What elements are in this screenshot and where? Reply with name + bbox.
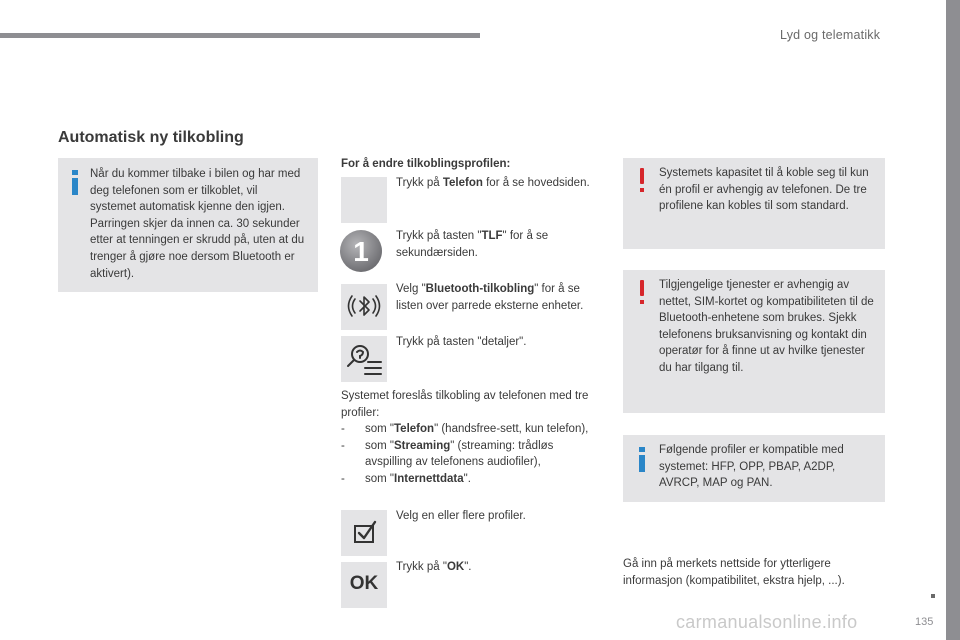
checkbox-icon (341, 510, 387, 556)
warning-box-profile-capacity (623, 158, 885, 249)
step-ok: Trykk på "OK". (396, 561, 472, 573)
info-text-compatible-profiles: Følgende profiler er kompatible med systemet: HFP, OPP, PBAP, A2DP, AVRCP, MAP og PAN. (659, 444, 844, 490)
step-bluetooth: Velg "Bluetooth-tilkobling" for å se listen over parrede eksterne enheter. (396, 283, 584, 312)
step-telefon: Trykk på Telefon for å se hovedsiden. (396, 177, 590, 189)
page-number: 135 (915, 616, 934, 628)
info-icon (639, 447, 645, 473)
magnifier-list-icon (341, 336, 387, 382)
warning-text-profile-capacity: Systemets kapasitet til å koble seg til kun én profil er avhengig av telefonen. De tre profilene kan kobles til som standard. (659, 167, 869, 213)
warning-icon (639, 168, 645, 194)
info-box-reconnect (58, 158, 318, 292)
footer-website-note: Gå inn på merkets nettside for ytterligere informasjon (kompatibilitet, ekstra hjelp, ...). (623, 558, 845, 587)
warning-icon (639, 280, 645, 306)
profiles-intro: Systemet foreslås tilkobling av telefonen med tre profiler: (341, 390, 589, 419)
step-number-badge (338, 228, 384, 274)
info-text-reconnect: Når du kommer tilbake i bilen og har med deg telefonen som er tilkoblet, vil systemet automatisk kjenne den igjen. Parringen skjer da innen ca. 30 sekunder etter at tenningen er skrudd på, uten at du trenger å gjøre noe dersom Bluetooth er aktivert). (90, 168, 305, 280)
profile-item-telefon: - som "Telefon" (handsfree-sett, kun telefon), (341, 423, 589, 436)
page-marker (931, 594, 935, 598)
step-tlf: Trykk på tasten "TLF" for å se sekundærsiden. (396, 230, 549, 259)
select-profiles-button[interactable] (341, 510, 387, 556)
step-details: Trykk på tasten "detaljer". (396, 336, 527, 348)
profile-item-internettdata: - som "Internettdata". (341, 472, 471, 485)
step-select-profiles: Velg en eller flere profiler. (396, 510, 526, 522)
warning-box-services (623, 270, 885, 413)
subheading-change-profile: For å endre tilkoblingsprofilen: (341, 158, 511, 170)
watermark: carmanualsonline.info (676, 612, 858, 632)
top-rule (0, 33, 480, 38)
telephone-button-icon[interactable] (341, 177, 387, 223)
chapter-header: Lyd og telematikk (780, 28, 881, 42)
ok-button[interactable] (341, 562, 387, 608)
section-title: Automatisk ny tilkobling (58, 129, 244, 146)
bluetooth-icon (341, 284, 387, 330)
profiles-description (341, 388, 601, 488)
warning-text-services: Tilgjengelige tjenester er avhengig av nettet, SIM-kortet og kompatibiliteten til de Bluetooth-enhetene som brukes. Sjekk telefonens bruksanvisning og kontakt din operatør for å finne ut av hvilke tjenester du har tilgang til. (659, 279, 874, 374)
page-edge-strip (946, 0, 960, 640)
details-button[interactable] (341, 336, 387, 382)
bluetooth-button[interactable] (341, 284, 387, 330)
profile-item-streaming: - som "Streaming" (streaming: trådløs avspilling av telefonens audiofiler), (341, 439, 554, 469)
step-number-text: 1 (353, 236, 369, 267)
ok-button-label: OK (349, 573, 379, 594)
info-box-compatible-profiles (623, 435, 885, 502)
info-icon (72, 170, 78, 196)
